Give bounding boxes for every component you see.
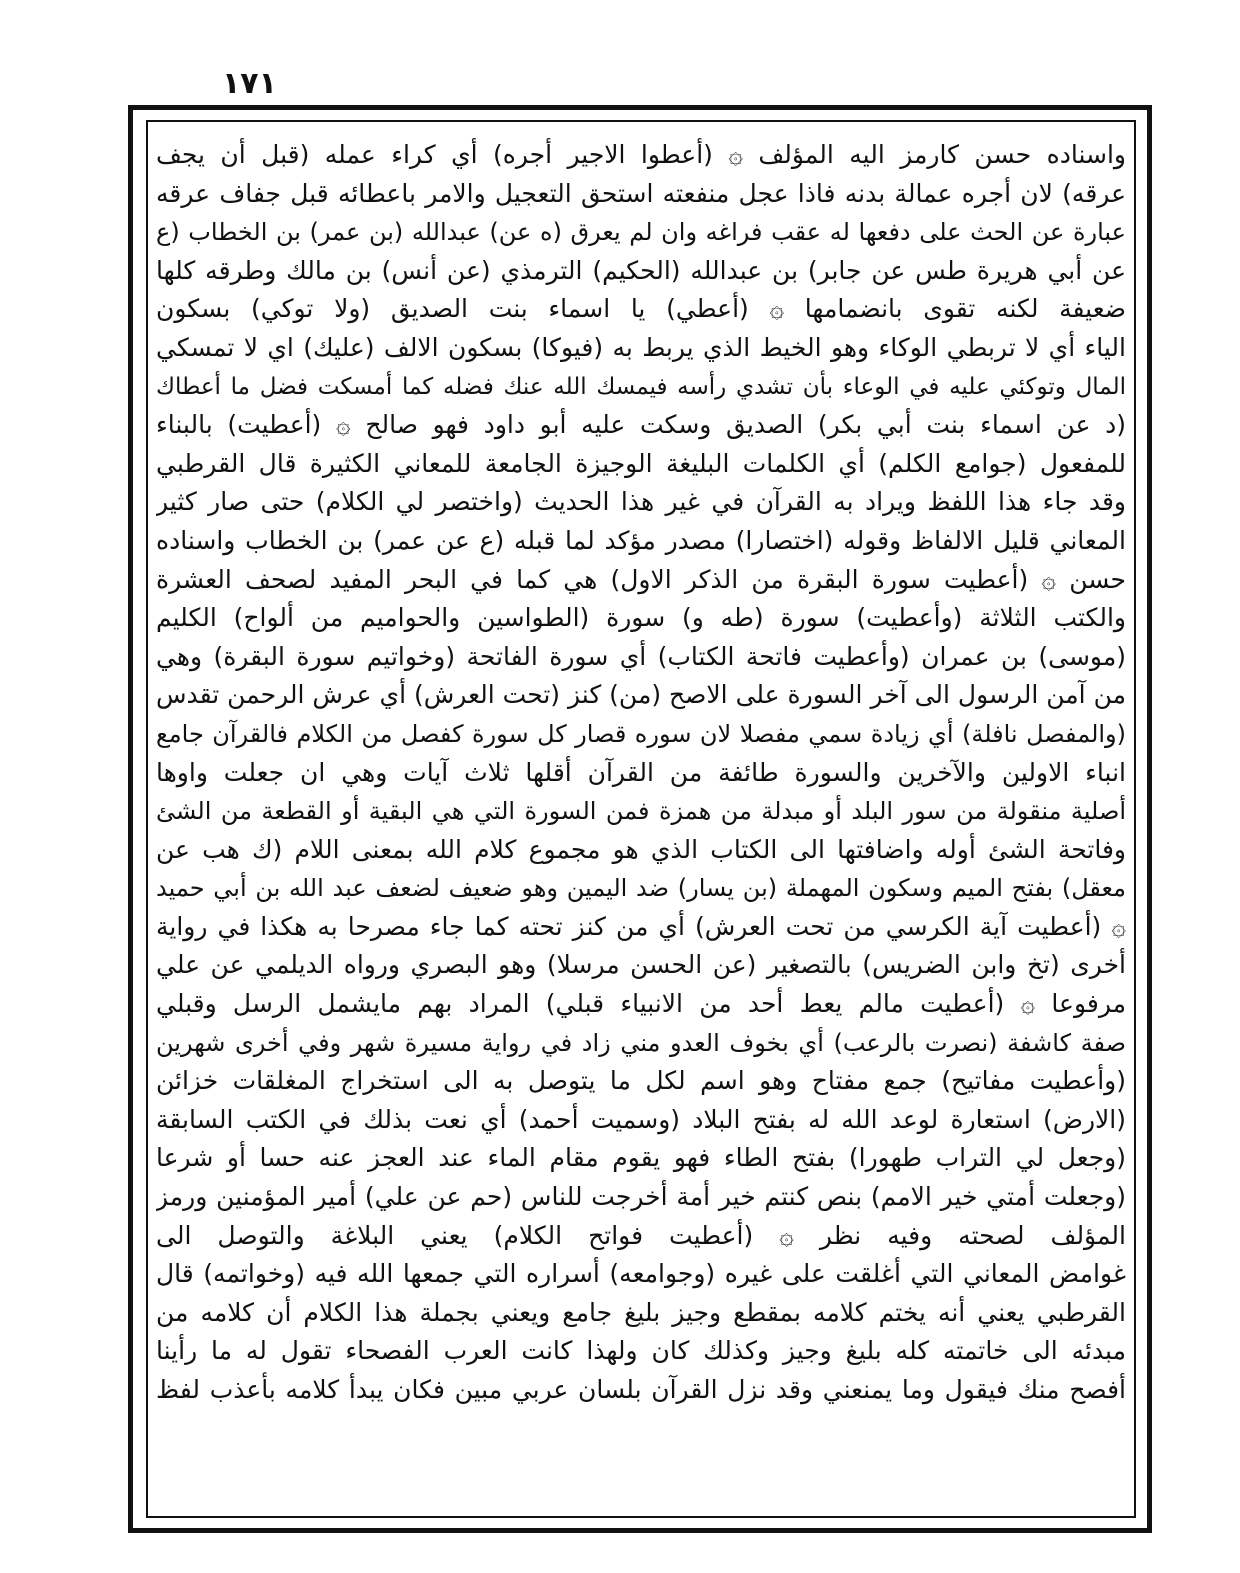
text-line: غوامض المعاني التي أغلقت على غيره (وجوامعه) أسراره التي جمعها الله فيه (وخواتمه) قال — [156, 1259, 1126, 1289]
page-number: ١٧١ — [222, 66, 277, 101]
text-line: معقل) بفتح الميم وسكون المهملة (بن يسار) ضد اليمين وهو ضعيف لضعف عبد الله بن أبي حميد — [156, 874, 1126, 903]
text-line: والكتب الثلاثة (وأعطيت) سورة (طه و) سورة (الطواسين والحواميم من ألواح) الكليم — [156, 603, 1126, 633]
text-line: عن أبي هريرة طس عن جابر) بن عبدالله (الحكيم) الترمذي (عن أنس) بن مالك وطرقه كلها — [156, 255, 1126, 285]
text-line: انباء الاولين والآخرين والسورة طائفة من القرآن أقلها ثلاث آيات وهي ان جعلت واوها — [156, 757, 1126, 787]
text-line: أخرى (تخ وابن الضريس) بالتصغير (عن الحسن مرسلا) وهو البصري ورواه الديلمي عن علي — [156, 950, 1126, 980]
text-line: مرفوعا ۞ (أعطيت مالم يعط أحد من الانبياء قبلي) المراد بهم مايشمل الرسل وقبلي — [156, 989, 1126, 1019]
text-line: الياء أي لا تربطي الوكاء وهو الخيط الذي يربط به (فيوكا) بسكون الالف (عليك) اي لا تمسكي — [156, 332, 1126, 362]
text-line: (الارض) استعارة لوعد الله له بفتح البلاد (وسميت أحمد) أي نعت بذلك في الكتب السابقة — [156, 1104, 1126, 1134]
text-line: (موسى) بن عمران (وأعطيت فاتحة الكتاب) أي سورة الفاتحة (وخواتيم سورة البقرة) وهي — [156, 641, 1126, 671]
text-line: أصلية منقولة من سور البلد أو مبدلة من همزة فمن السورة التي هي البقية أو القطعة من الشئ — [156, 797, 1126, 826]
text-line: (وأعطيت مفاتيح) جمع مفتاح وهو اسم لكل ما يتوصل به الى استخراج المغلقات خزائن — [156, 1066, 1126, 1096]
text-block — [156, 136, 1126, 1410]
text-line: من آمن الرسول الى آخر السورة على الاصح (من) كنز (تحت العرش) أي عرش الرحمن تقدس — [156, 680, 1126, 710]
text-line: (وجعل لي التراب طهورا) بفتح الطاء فهو يقوم مقام الماء عند العجز عنه حسا أو شرعا — [156, 1143, 1126, 1173]
text-line: المال وتوكئي عليه في الوعاء بأن تشدي رأسه فيمسك الله عنك فضله كما أمسكت فضل ما أعطاك — [156, 373, 1126, 400]
text-line: القرطبي يعني أنه يختم كلامه بمقطع وجيز بليغ جامع ويعني بجملة هذا الكلام أن كلامه من — [156, 1297, 1126, 1327]
text-line: حسن ۞ (أعطيت سورة البقرة من الذكر الاول) هي كما في البحر المفيد لصحف العشرة — [156, 564, 1126, 594]
text-line: (وجعلت أمتي خير الامم) بنص كنتم خير أمة أخرجت للناس (حم عن علي) أمير المؤمنين ورمز — [156, 1182, 1126, 1212]
text-line: المؤلف لصحته وفيه نظر ۞ (أعطيت فواتح الكلام) يعني البلاغة والتوصل الى — [156, 1220, 1126, 1250]
text-line: وفاتحة الشئ أوله واضافتها الى الكتاب الذي هو مجموع كلام الله بمعنى اللام (ك هب عن — [156, 834, 1126, 864]
text-line: واسناده حسن كارمز اليه المؤلف ۞ (أعطوا الاجير أجره) أي كراء عمله (قبل أن يجف — [156, 140, 1126, 169]
text-line: مبدئه الى خاتمته كله بليغ وجيز وكذلك كان ولهذا كانت العرب الفصحاء تقول له ما رأينا — [156, 1336, 1126, 1366]
text-line: المعاني قليل الالفاظ وقوله (اختصارا) مصدر مؤكد لما قبله (ع عن عمر) بن الخطاب واسناده — [156, 525, 1126, 555]
text-line: صفة كاشفة (نصرت بالرعب) أي بخوف العدو مني زاد في رواية مسيرة شهر وفي أخرى شهرين — [156, 1028, 1126, 1057]
text-line: أفصح منك فيقول وما يمنعني وقد نزل القرآن بلسان عربي مبين فكان يبدأ كلامه بأعذب لفظ — [156, 1375, 1126, 1404]
text-line: عبارة عن الحث على دفعها له عقب فراغه وان لم يعرق (ه عن) عبدالله (بن عمر) بن الخطاب (ع — [156, 218, 1126, 247]
text-line: للمفعول (جوامع الكلم) أي الكلمات البليغة الوجيزة الجامعة للمعاني الكثيرة قال القرطبي — [156, 448, 1126, 478]
text-line: ۞ (أعطيت آية الكرسي من تحت العرش) أي من كنز تحته كما جاء مصرحا به هكذا في رواية — [156, 911, 1126, 941]
text-line: (د عن اسماء بنت أبي بكر) الصديق وسكت عليه أبو داود فهو صالح ۞ (أعطيت) بالبناء — [156, 410, 1126, 440]
text-line: ضعيفة لكنه تقوى بانضمامها ۞ (أعطي) يا اسماء بنت الصديق (ولا توكي) بسكون — [156, 294, 1126, 324]
text-line: وقد جاء هذا اللفظ ويراد به القرآن في غير هذا الحديث (واختصر لي الكلام) حتى صار كثير — [156, 487, 1126, 517]
text-line: عرقه) لان أجره عمالة بدنه فاذا عجل منفعته استحق التعجيل والامر باعطائه قبل جفاف عرقه — [156, 178, 1126, 208]
text-line: (والمفصل نافلة) أي زيادة سمي مفصلا لان سوره قصار كل سورة كفصل من الكلام فالقرآن جامع — [156, 719, 1126, 748]
